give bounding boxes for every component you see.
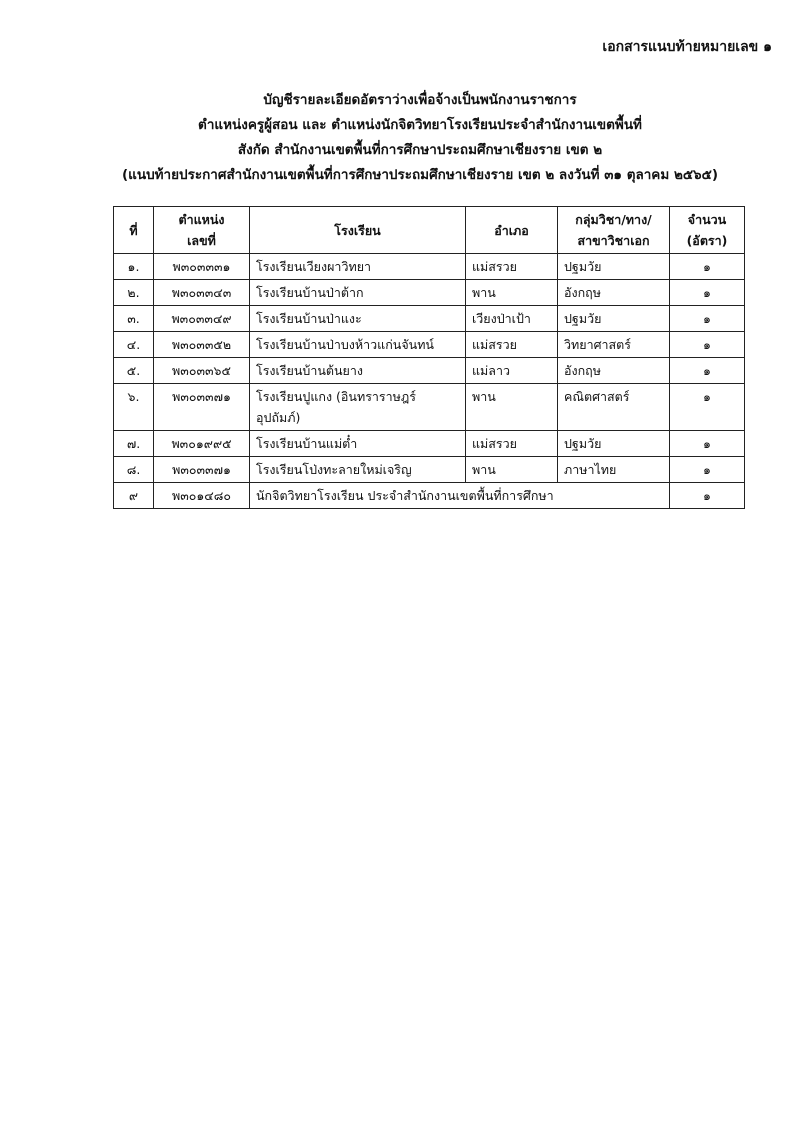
cell-count: ๑ <box>670 306 745 332</box>
cell-position: พ๓๐๑๔๘๐ <box>154 483 250 509</box>
cell-position: พ๓๐๓๓๗๑ <box>154 457 250 483</box>
header-district: อำเภอ <box>466 207 558 254</box>
cell-count: ๑ <box>670 457 745 483</box>
table-row <box>114 306 745 332</box>
cell-district: พาน <box>466 280 558 306</box>
cell-subject: อังกฤษ <box>558 280 670 306</box>
table-row <box>114 431 745 457</box>
table-row <box>114 332 745 358</box>
cell-count: ๑ <box>670 431 745 457</box>
cell-count: ๑ <box>670 332 745 358</box>
cell-subject: วิทยาศาสตร์ <box>558 332 670 358</box>
cell-no: ๖. <box>114 384 154 431</box>
header-count-line-1: จำนวน <box>687 212 727 227</box>
cell-description: นักจิตวิทยาโรงเรียน ประจำสำนักงานเขตพื้นที่การศึกษา <box>250 483 670 509</box>
cell-count: ๑ <box>670 280 745 306</box>
cell-subject: อังกฤษ <box>558 358 670 384</box>
vacancy-table <box>113 206 745 509</box>
cell-position: พ๓๐๑๙๙๕ <box>154 431 250 457</box>
cell-position: พ๓๐๓๓๖๕ <box>154 358 250 384</box>
cell-no: ๒. <box>114 280 154 306</box>
heading-line-1: บัญชีรายละเอียดอัตราว่างเพื่อจ้างเป็นพนักงานราชการ <box>263 92 577 108</box>
cell-no: ๗. <box>114 431 154 457</box>
cell-district: แม่สรวย <box>466 431 558 457</box>
cell-district: พาน <box>466 384 558 431</box>
cell-school: โรงเรียนบ้านป่าบงห้าวแก่นจันทน์ <box>250 332 466 358</box>
cell-position: พ๓๐๓๓๔๓ <box>154 280 250 306</box>
heading-line-2: ตำแหน่งครูผู้สอน และ ตำแหน่งนักจิตวิทยาโรงเรียนประจำสำนักงานเขตพื้นที่ <box>198 117 642 133</box>
cell-district: พาน <box>466 457 558 483</box>
heading-line-3: สังกัด สำนักงานเขตพื้นที่การศึกษาประถมศึกษาเชียงราย เขต ๒ <box>237 142 603 158</box>
table-row <box>114 457 745 483</box>
cell-no: ๕. <box>114 358 154 384</box>
header-count-line-2: (อัตรา) <box>686 233 728 248</box>
cell-no: ๙ <box>114 483 154 509</box>
table-body <box>114 254 745 509</box>
cell-school: โรงเรียนปูแกง (อินทราราษฎร์อุปถัมภ์) <box>250 384 466 431</box>
cell-position: พ๓๐๓๓๗๑ <box>154 384 250 431</box>
header-subject-line-1: กลุ่มวิชา/ทาง/ <box>575 212 652 227</box>
header-no: ที่ <box>114 207 154 254</box>
cell-school: โรงเรียนบ้านป่าแงะ <box>250 306 466 332</box>
cell-subject: ปฐมวัย <box>558 254 670 280</box>
cell-subject: ปฐมวัย <box>558 306 670 332</box>
cell-subject: คณิตศาสตร์ <box>558 384 670 431</box>
cell-district: แม่สรวย <box>466 254 558 280</box>
heading-line-4: (แนบท้ายประกาศสำนักงานเขตพื้นที่การศึกษาประถมศึกษาเชียงราย เขต ๒ ลงวันที่ ๓๑ ตุลาคม ๒๕๖๕) <box>121 167 719 183</box>
cell-count: ๑ <box>670 483 745 509</box>
cell-no: ๔. <box>114 332 154 358</box>
cell-subject: ปฐมวัย <box>558 431 670 457</box>
header-school: โรงเรียน <box>250 207 466 254</box>
document-heading <box>100 88 740 188</box>
cell-school: โรงเรียนเวียงผาวิทยา <box>250 254 466 280</box>
cell-count: ๑ <box>670 384 745 431</box>
cell-subject: ภาษาไทย <box>558 457 670 483</box>
table-row <box>114 358 745 384</box>
cell-position: พ๓๐๓๓๓๑ <box>154 254 250 280</box>
cell-count: ๑ <box>670 358 745 384</box>
table-row <box>114 280 745 306</box>
table-row <box>114 254 745 280</box>
table-header-row <box>114 207 745 254</box>
header-position <box>154 207 250 254</box>
cell-district: แม่สรวย <box>466 332 558 358</box>
cell-school: โรงเรียนบ้านแม่ต๋ำ <box>250 431 466 457</box>
cell-position: พ๓๐๓๓๔๙ <box>154 306 250 332</box>
cell-district: เวียงป่าเป้า <box>466 306 558 332</box>
cell-count: ๑ <box>670 254 745 280</box>
header-subject-line-2: สาขาวิชาเอก <box>577 233 650 248</box>
header-position-line-1: ตำแหน่ง <box>178 212 225 227</box>
header-position-line-2: เลขที่ <box>187 233 216 248</box>
cell-school: โรงเรียนบ้านป่าต้าก <box>250 280 466 306</box>
table-row <box>114 384 745 431</box>
cell-school: โรงเรียนโป่งทะลายใหม่เจริญ <box>250 457 466 483</box>
cell-no: ๑. <box>114 254 154 280</box>
cell-no: ๘. <box>114 457 154 483</box>
attachment-label: เอกสารแนบท้ายหมายเลข ๑ <box>602 39 772 55</box>
header-count <box>670 207 745 254</box>
cell-district: แม่ลาว <box>466 358 558 384</box>
cell-no: ๓. <box>114 306 154 332</box>
header-subject <box>558 207 670 254</box>
cell-school: โรงเรียนบ้านต้นยาง <box>250 358 466 384</box>
table-row <box>114 483 745 509</box>
cell-position: พ๓๐๓๓๕๒ <box>154 332 250 358</box>
